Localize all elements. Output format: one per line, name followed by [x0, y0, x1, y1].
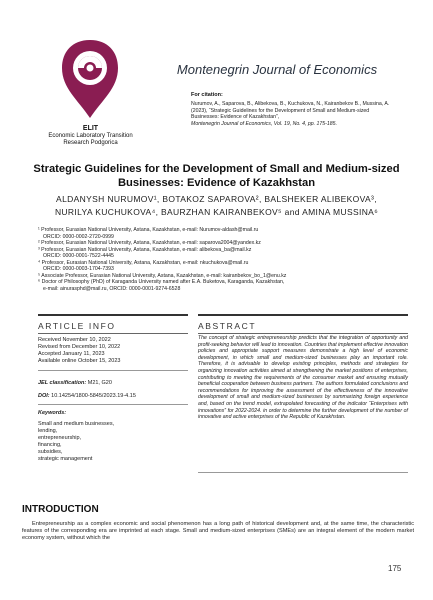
doi-label: DOI: — [38, 393, 50, 399]
citation-line: Nurumov, A., Saparova, B., Alibekova, B., Kuchukova, N., Kairanbekov B., Mussina, A. — [191, 101, 390, 107]
author-list — [22, 193, 411, 218]
citation-line: (2023), “Strategic Guidelines for the Development of Small and Medium-sized — [191, 107, 370, 114]
affiliations — [38, 227, 408, 292]
affiliation-line: ORCID: 0000-0002-2720-0999 — [43, 233, 114, 240]
affiliation-line: ORCID: 0000-0001-7522-4445 — [43, 253, 114, 259]
jel-label: JEL classification: — [38, 380, 87, 386]
keywords-label: Keywords: — [38, 410, 67, 416]
keyword-item: subsidies, — [38, 449, 63, 455]
publisher-name-line1: Economic Laboratory Transition — [48, 133, 133, 139]
keywords-block — [38, 410, 188, 463]
citation-line — [191, 121, 406, 128]
article-info-heading: ARTICLE INFO — [38, 321, 116, 331]
citation-text — [191, 101, 406, 127]
introduction-text: Entrepreneurship as a complex economic and social phenomenon has a long path of historical development and, at the same time, the characteristic features of the corresponding era are imprinted at each stage. Small and medium-sized enterprises (SMEs) are an integral element of the modern market economy system, without which the — [22, 521, 414, 542]
abstract-rule — [198, 314, 408, 316]
article-dates — [38, 337, 188, 365]
keyword-item: entrepreneurship, — [38, 435, 82, 441]
article-info-rule — [38, 314, 188, 316]
dates-divider — [38, 370, 188, 371]
journal-title: Montenegrin Journal of Economics — [176, 62, 378, 77]
affiliation-line: ⁶ Doctor of Philosophy (PhD) of Karaganda University named after E.A. Buketova, Karaganda, Kazakhstan, — [38, 279, 285, 285]
author-line: NURILYA KUCHUKOVA⁴, BAURZHAN KAIRANBEKOV⁵ and AMINA MUSSINA⁶ — [54, 206, 379, 217]
affiliation-line: ⁵ Associate Professor, Eurasian National University, Astana, Kazakhstan, e-mail: kairanbekov_bo_1@enu.kz — [38, 272, 287, 279]
publisher-acronym: ELIT — [82, 125, 99, 132]
received-date: Received November 10, 2022 — [38, 337, 111, 343]
affiliation-line: ORCID: 0000-0003-1704-7393 — [43, 266, 114, 272]
article-info-rule-bottom — [38, 333, 188, 334]
doi — [38, 393, 188, 400]
accepted-date: Accepted January 11, 2023 — [38, 351, 105, 357]
jel-value: M21, G20 — [87, 380, 112, 386]
keyword-item: lending, — [38, 428, 58, 434]
doi-divider — [38, 404, 188, 405]
revised-date: Revised from December 10, 2022 — [38, 344, 121, 350]
abstract-heading: ABSTRACT — [198, 321, 257, 331]
introduction-heading: INTRODUCTION — [22, 504, 99, 515]
citation-heading: For citation: — [191, 92, 223, 98]
citation-line: Businesses: Evidence of Kazakhstan”, — [191, 114, 280, 120]
journal-logo — [60, 38, 120, 120]
abstract-text: The concept of strategic entrepreneurship predicts that the integration of opportunity and profit-seeking behavior will lead to innovation. Countries that implement effective innovation policies and appropriate support measures demonstrate a high level of economic development, in which small and medium-sized businesses play an important role. Therefore, it is advisable to develop existing principles, methods and strategies for organizing innovation activities aimed at strengthening the market positions of enterprises, contributing to meeting the requirements of the consumer market and ensuring mutually beneficial cooperation between business partners. The authors formulated conclusions and recommendations for improving the assessment of the effectiveness of the innovative development of small and medium-sized businesses by summarizing foreign experience and, based on the trend model, extrapolated forecasting of the indicator “Enterprises with innovations” for 2022-2024. in order to determine the further development of the number of innovative and active enterprises of the Republic of Kazakhstan. — [198, 335, 408, 421]
publisher-name-line2: Research Podgorica — [63, 140, 118, 146]
affiliation-line: ³ Professor, Eurasian National University, Astana, Kazakhstan, e-mail: alibekova_ba@mail.kz — [38, 246, 252, 253]
paper-title: Strategic Guidelines for the Development of Small and Medium-sized Businesses: Evidence of Kazakhstan — [33, 163, 400, 189]
page-number: 175 — [388, 564, 402, 573]
keyword-item: Small and medium businesses, — [38, 421, 115, 427]
doi-value[interactable]: 10.14254/1800-5845/2023.19-4.15 — [51, 393, 136, 399]
publisher-block — [38, 125, 143, 147]
affiliation-line: ⁴ Professor, Eurasian National University, Astana, Kazakhstan, e-mail: nkuchukova@mail.ru — [38, 259, 249, 266]
jel-classification — [38, 380, 188, 387]
abstract-rule-bottom — [198, 333, 408, 334]
available-date: Available online October 15, 2023 — [38, 358, 121, 364]
affiliation-line: ² Professor, Eurasian National University, Astana, Kazakhstan, e-mail: saparova2004@yandex.kz — [38, 240, 261, 246]
abstract-end-rule — [198, 472, 408, 473]
keyword-item: financing, — [38, 442, 62, 448]
author-line: ALDANYSH NURUMOV¹, BOTAKOZ SAPAROVA², BALSHEKER ALIBEKOVA³, — [56, 194, 377, 204]
affiliation-line: e-mail: ainurasphd@mail.ru, ORCID: 0000-0001-9274-6528 — [43, 285, 181, 292]
affiliation-line: ¹ Professor, Eurasian National University, Astana, Kazakhstan, e-mail: Nurumov-aldash@mail.ru — [38, 227, 259, 233]
citation-journal: Montenegrin Journal of Economics, Vol. 19, No. 4, pp. 175-185. — [191, 120, 338, 127]
keyword-item: strategic management — [38, 456, 93, 462]
